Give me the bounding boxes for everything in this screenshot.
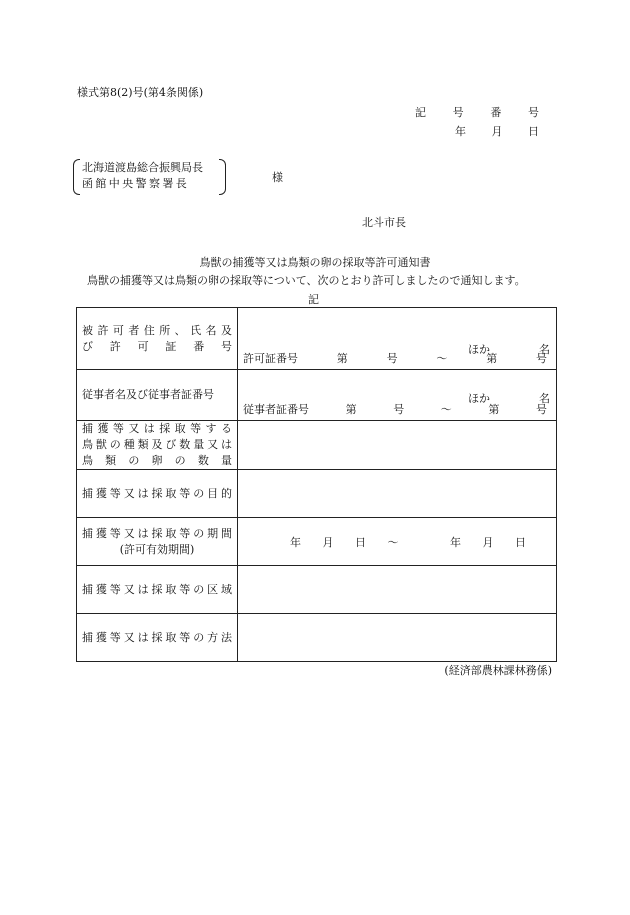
row-label-method: 捕獲等又は採取等の方法 [77,614,238,662]
addressee-line-2: 函館中央警察署長 [82,177,190,190]
date-month: 月 [491,125,503,138]
row-value-permittee [238,308,557,370]
row-label-permittee: 被許可者住所、氏名及 び 許 可 証 番 号 [77,308,238,370]
others-count: ほか 名 [468,343,550,356]
row-label-species: 捕獲等又は採取等する 鳥獣の種類及び数量又は 鳥 類 の 卵 の 数 量 [77,421,238,470]
table-row [77,470,557,518]
row-value-period [238,518,557,566]
row-label-purpose: 捕獲等又は採取等の目的 [77,470,238,518]
workers-others-count: ほか 名 [468,392,550,405]
date-year: 年 [455,125,466,138]
addressee-line-1: 北海道渡島総合振興局長 [82,161,203,174]
number-char-ki: 記 [415,106,426,119]
honorific: 様 [272,171,283,184]
table-row [77,421,557,470]
document-number-line [415,104,539,120]
row-value-area [238,566,557,614]
row-value-species [238,421,557,470]
table-row [77,308,557,370]
document-body: 鳥獣の捕獲等又は鳥類の卵の採取等について、次のとおり許可しましたので通知します。 [87,274,526,287]
number-char-go2: 号 [527,106,539,119]
row-label-period: 捕獲等又は採取等の期間 (許可有効期間) [77,518,238,566]
ki-marker: 記 [308,293,319,306]
permit-table [76,307,557,662]
date-day: 日 [528,125,539,138]
form-number: 様式第8(2)号(第4条関係) [77,86,204,99]
document-date-line [455,123,539,139]
footer-department: (経済部農林課林務係) [444,664,552,677]
permit-cert-number-range: 許可証番号 第 号 ～ 第 号 [243,352,547,365]
row-label-area: 捕獲等又は採取等の区域 [77,566,238,614]
sender-name: 北斗市長 [362,216,406,229]
number-char-ban: 番 [490,106,502,119]
row-label-workers: 従事者名及び従事者証番号 [77,370,238,421]
left-bracket [73,159,80,195]
row-value-purpose [238,470,557,518]
table-row [77,566,557,614]
document-title: 鳥獣の捕獲等又は鳥類の卵の採取等許可通知書 [199,256,431,269]
period-range: 年 月 日 ～ 年 月 日 [290,535,526,549]
row-value-workers [238,370,557,421]
table-row [77,370,557,421]
row-value-method [238,614,557,662]
number-char-go: 号 [452,106,464,119]
table-row [77,614,557,662]
table-row [77,518,557,566]
right-bracket [219,159,226,195]
worker-cert-number-range: 従事者証番号 第 号 ～ 第 号 [243,403,547,416]
